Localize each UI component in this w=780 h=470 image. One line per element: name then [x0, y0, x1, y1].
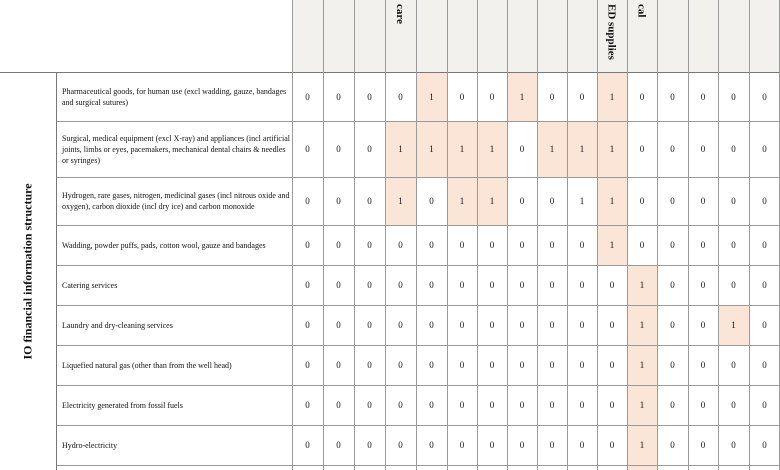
table-cell: 0: [489, 400, 495, 410]
table-cell: 0: [762, 440, 767, 450]
table-cell: 0: [700, 360, 706, 370]
table-cell: 0: [762, 400, 767, 410]
column-header: [718, 0, 749, 72]
table-cell: 1: [597, 177, 627, 225]
table-cell: 1: [579, 196, 585, 206]
table-cell: 0: [731, 400, 736, 410]
column-header: [354, 0, 385, 72]
table-cell: 0: [731, 196, 736, 206]
table-cell: 0: [700, 320, 706, 330]
table-cell: 0: [429, 280, 434, 290]
table-cell: 0: [731, 280, 736, 290]
row-label-text: Liquefied natural gas (other than from the well head): [62, 360, 232, 370]
table-cell: 1: [385, 177, 416, 225]
table-cell: 0: [549, 280, 555, 290]
grid-line: [0, 72, 780, 73]
table-cell: 0: [519, 144, 525, 154]
table-cell: 0: [367, 360, 372, 370]
column-header: [657, 0, 688, 72]
grid-line: [292, 0, 293, 470]
table-cell: 0: [670, 240, 675, 250]
table-cell: 0: [549, 196, 555, 206]
table-cell: 1: [597, 121, 627, 177]
row-label: [56, 177, 292, 225]
table-cell: 1: [627, 305, 657, 345]
table-cell: 0: [670, 400, 675, 410]
column-header: [597, 0, 627, 72]
table-cell: 0: [579, 400, 585, 410]
grid-line: [567, 0, 568, 470]
table-cell: 0: [519, 280, 525, 290]
table-cell: 1: [718, 305, 749, 345]
table-cell: 0: [489, 360, 495, 370]
table-cell: 0: [305, 440, 310, 450]
table-cell: 0: [519, 400, 525, 410]
table-cell: 0: [336, 360, 341, 370]
table-cell: 1: [507, 72, 537, 121]
column-header: [416, 0, 447, 72]
table-cell: 0: [336, 240, 341, 250]
column-header: [537, 0, 567, 72]
table-cell: 0: [489, 240, 495, 250]
row-label: [56, 72, 292, 121]
table-cell: 1: [627, 345, 657, 385]
table-cell: 0: [731, 144, 736, 154]
column-header: [749, 0, 780, 72]
table-cell: 0: [519, 320, 525, 330]
grid-line: [56, 225, 780, 226]
table-cell: 0: [700, 440, 706, 450]
table-cell: 0: [731, 360, 736, 370]
table-cell: 0: [579, 320, 585, 330]
table-cell: 0: [519, 240, 525, 250]
grid-line: [718, 0, 719, 470]
table-cell: 0: [429, 196, 434, 206]
table-cell: 1: [597, 225, 627, 265]
row-label: [56, 305, 292, 345]
column-header: [477, 0, 507, 72]
grid-line: [56, 265, 780, 266]
table-cell: 0: [762, 280, 767, 290]
column-header: [385, 0, 416, 72]
table-cell: 0: [305, 240, 310, 250]
row-label-text: Catering services: [62, 280, 118, 290]
table-cell: 0: [762, 196, 767, 206]
table-cell: 0: [398, 440, 403, 450]
table-cell: 0: [489, 440, 495, 450]
table-cell: 0: [429, 360, 434, 370]
table-cell: 0: [367, 400, 372, 410]
table-cell: 1: [477, 121, 507, 177]
table-cell: 0: [700, 400, 706, 410]
table-cell: 1: [477, 177, 507, 225]
table-cell: 1: [597, 72, 627, 121]
table-cell: 1: [627, 385, 657, 425]
table-cell: 0: [579, 440, 585, 450]
table-cell: 0: [670, 320, 675, 330]
table-cell: 0: [549, 400, 555, 410]
table-cell: 0: [489, 280, 495, 290]
table-cell: 0: [336, 196, 341, 206]
table-cell: 0: [762, 91, 767, 102]
grid-line: [385, 0, 386, 470]
column-header: [292, 0, 323, 72]
grid-line: [657, 0, 658, 470]
column-header-text: care: [393, 4, 406, 24]
side-title-text: IO financial information structure: [20, 182, 35, 360]
table-cell: 0: [639, 144, 645, 154]
table-cell: 0: [367, 240, 372, 250]
column-header-text: ED supplies: [605, 4, 618, 60]
table-cell: 0: [639, 240, 645, 250]
grid-line: [56, 72, 57, 470]
table-cell: 0: [762, 240, 767, 250]
grid-line: [627, 0, 628, 470]
table-cell: 0: [549, 91, 555, 102]
row-label-text: Electricity generated from fossil fuels: [62, 400, 183, 410]
table-cell: 0: [549, 360, 555, 370]
grid-line: [477, 0, 478, 470]
grid-line: [323, 0, 324, 470]
table-cell: 0: [670, 91, 675, 102]
grid-line: [447, 0, 448, 470]
table-cell: 0: [398, 280, 403, 290]
table-cell: 0: [579, 240, 585, 250]
table-cell: 0: [367, 280, 372, 290]
table-cell: 0: [367, 144, 372, 154]
grid-line: [416, 0, 417, 470]
row-label: [56, 225, 292, 265]
table-cell: 0: [549, 440, 555, 450]
table-cell: 0: [367, 196, 372, 206]
table-cell: 1: [447, 177, 477, 225]
table-cell: 0: [459, 400, 465, 410]
row-label: [56, 385, 292, 425]
grid-line: [537, 0, 538, 470]
table-cell: 0: [367, 320, 372, 330]
table-cell: 0: [336, 320, 341, 330]
table-cell: 0: [731, 91, 736, 102]
row-label: [56, 345, 292, 385]
table-cell: 0: [367, 440, 372, 450]
table-cell: 0: [639, 196, 645, 206]
row-label: [56, 425, 292, 465]
table-cell: 0: [305, 196, 310, 206]
table-cell: 0: [579, 360, 585, 370]
table-cell: 0: [579, 280, 585, 290]
table-cell: 0: [305, 91, 310, 102]
table-cell: 0: [459, 360, 465, 370]
row-label-text: Surgical, medical equipment (excl X-ray) and appliances (incl artificial joints, limbs or eyes, pacemakers, mechanical dental chairs & needles or syringes): [62, 133, 290, 165]
table-cell: 0: [305, 400, 310, 410]
table-cell: 0: [731, 240, 736, 250]
table-cell: 0: [305, 320, 310, 330]
table-cell: 0: [700, 240, 706, 250]
grid-line: [56, 425, 780, 426]
table-cell: 0: [549, 320, 555, 330]
grid-line: [507, 0, 508, 470]
table-cell: 0: [579, 91, 585, 102]
row-label-text: Wadding, powder puffs, pads, cotton wool, gauze and bandages: [62, 240, 266, 250]
side-title: [0, 72, 56, 470]
table-cell: 0: [762, 144, 767, 154]
row-label-text: Pharmaceutical goods, for human use (excl wadding, gauze, bandages and surgical sutures): [62, 86, 287, 107]
table-cell: 0: [429, 240, 434, 250]
table-cell: 1: [416, 72, 447, 121]
table-cell: 0: [700, 91, 706, 102]
grid-line: [597, 0, 598, 470]
table-cell: 0: [459, 91, 465, 102]
table-cell: 0: [670, 196, 675, 206]
table-cell: 0: [305, 280, 310, 290]
grid-line: [354, 0, 355, 470]
table-cell: 0: [336, 400, 341, 410]
table-cell: 0: [609, 400, 615, 410]
column-header: [567, 0, 597, 72]
table-cell: 0: [609, 280, 615, 290]
table-cell: 0: [459, 240, 465, 250]
table-cell: 0: [639, 91, 645, 102]
table-cell: 0: [398, 400, 403, 410]
table-cell: 0: [459, 280, 465, 290]
row-label: [56, 121, 292, 177]
table-cell: 0: [670, 440, 675, 450]
table-cell: 0: [731, 440, 736, 450]
table-cell: 0: [670, 144, 675, 154]
table-cell: 0: [700, 144, 706, 154]
table-cell: 0: [398, 320, 403, 330]
table-cell: 0: [398, 240, 403, 250]
column-header-text: cal: [635, 4, 648, 18]
column-header: [627, 0, 657, 72]
row-label-text: Hydrogen, rare gases, nitrogen, medicinal gases (incl nitrous oxide and oxygen), carbon dioxide (incl dry ice) and carbon monoxide: [62, 191, 290, 211]
grid-line: [56, 385, 780, 386]
table-cell: 0: [336, 144, 341, 154]
table-cell: 0: [700, 196, 706, 206]
grid-line: [56, 465, 780, 466]
table-cell: 1: [385, 121, 416, 177]
table-cell: 0: [336, 280, 341, 290]
table-cell: 0: [762, 320, 767, 330]
table-cell: 1: [537, 121, 567, 177]
table-cell: 0: [305, 360, 310, 370]
table-cell: 0: [762, 360, 767, 370]
table-cell: 0: [489, 91, 495, 102]
table-cell: 0: [670, 360, 675, 370]
table-cell: 0: [429, 400, 434, 410]
table-cell: 0: [398, 91, 403, 102]
table-cell: 1: [627, 425, 657, 465]
table-cell: 0: [336, 91, 341, 102]
grid-line: [56, 121, 780, 122]
grid-line: [749, 0, 750, 470]
table-cell: 1: [627, 265, 657, 305]
table-cell: 1: [447, 121, 477, 177]
table-cell: 0: [459, 320, 465, 330]
table-cell: 1: [567, 121, 597, 177]
row-label-text: Laundry and dry-cleaning services: [62, 320, 173, 330]
table-cell: 0: [519, 440, 525, 450]
table-cell: 0: [609, 360, 615, 370]
table-cell: 0: [429, 320, 434, 330]
column-header: [447, 0, 477, 72]
table-cell: 0: [549, 240, 555, 250]
column-header: [323, 0, 354, 72]
table-cell: 0: [398, 360, 403, 370]
grid-line: [56, 305, 780, 306]
table-cell: 0: [459, 440, 465, 450]
table-cell: 0: [609, 320, 615, 330]
grid-line: [56, 177, 780, 178]
table-cell: 0: [336, 440, 341, 450]
column-header: [688, 0, 718, 72]
table-cell: 0: [367, 91, 372, 102]
table-cell: 0: [489, 320, 495, 330]
table-cell: 0: [700, 280, 706, 290]
grid-line: [56, 345, 780, 346]
table-cell: 0: [519, 360, 525, 370]
table-cell: 0: [670, 280, 675, 290]
column-header: [507, 0, 537, 72]
table-cell: 1: [416, 121, 447, 177]
row-label: [56, 265, 292, 305]
table-cell: 0: [519, 196, 525, 206]
table-cell: 0: [609, 440, 615, 450]
table-cell: 0: [305, 144, 310, 154]
grid-line: [688, 0, 689, 470]
row-label-text: Hydro-electricity: [62, 440, 118, 450]
table-cell: 0: [429, 440, 434, 450]
